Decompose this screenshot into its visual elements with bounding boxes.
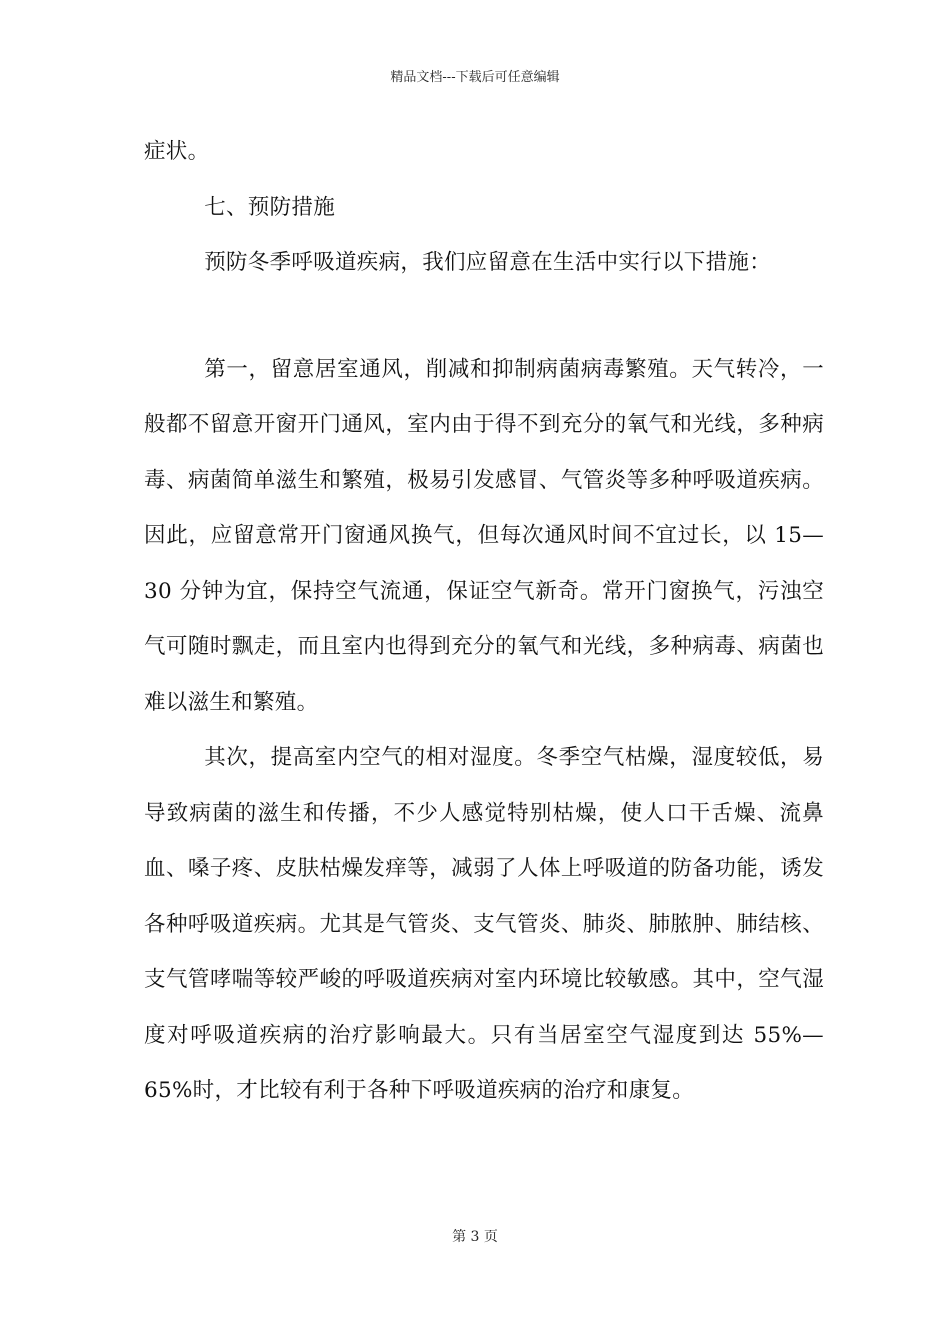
paragraph-humidity: 其次，提高室内空气的相对湿度。冬季空气枯燥，湿度较低，易导致病菌的滋生和传播，不少人感觉特别枯燥，使人口干舌燥、流鼻血、嗓子疼、皮肤枯燥发痒等，减弱了人体上呼吸道的防备功能，诱发各种呼吸道疾病。尤其是气管炎、支气管炎、肺炎、肺脓肿、肺结核、支气管哮喘等较严峻的呼吸道疾病对室内环境比较敏感。其中，空气湿度对呼吸道疾病的治疗影响最大。只有当居室空气湿度到达 55%—65%时，才比较有利于各种下呼吸道疾病的治疗和康复。	[144, 745, 824, 1103]
section-heading: 七、预防措施	[204, 194, 335, 220]
page-number: 第 3 页	[452, 1229, 498, 1245]
document-body	[144, 124, 824, 1119]
blank-line	[144, 291, 824, 342]
intro-paragraph: 预防冬季呼吸道疾病，我们应留意在生活中实行以下措施：	[204, 250, 771, 275]
paragraph-ventilation: 第一，留意居室通风，削减和抑制病菌病毒繁殖。天气转冷，一般都不留意开窗开门通风，室内由于得不到充分的氧气和光线，多种病毒、病菌简单滋生和繁殖，极易引发感冒、气管炎等多种呼吸道疾病。因此，应留意常开门窗通风换气，但每次通风时间不宜过长，以 15—30 分钟为宜，保持空气流通，保证空气新奇。常开门窗换气，污浊空气可随时飘走，而且室内也得到充分的氧气和光线，多种病毒、病菌也难以滋生和繁殖。	[144, 356, 824, 715]
page-header: 精品文档---下载后可任意编辑	[390, 70, 560, 85]
continuation-text: 症状。	[144, 139, 210, 164]
